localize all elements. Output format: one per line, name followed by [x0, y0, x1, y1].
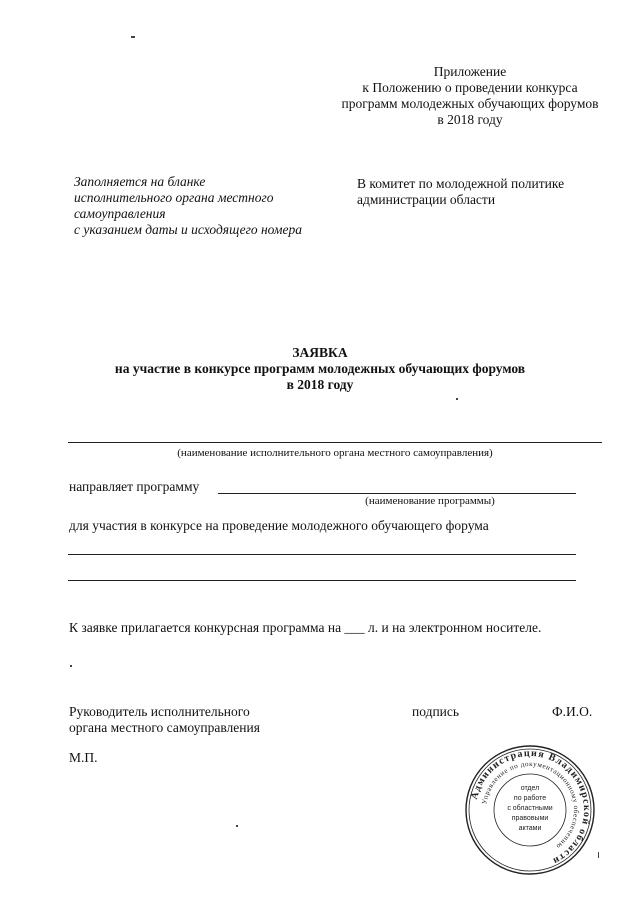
stray-mark	[236, 825, 238, 827]
stamp-center-line: с областными	[507, 805, 553, 812]
note-line: с указанием даты и исходящего номера	[74, 222, 303, 237]
appendix-line: к Положению о проведении конкурса	[362, 80, 578, 95]
signature-label: подпись	[412, 704, 460, 719]
letterhead-note	[74, 174, 302, 238]
note-line: Заполняется на бланке	[74, 174, 206, 189]
stray-mark	[456, 398, 458, 400]
stray-mark	[70, 665, 72, 667]
program-name-caption: (наименование программы)	[365, 495, 495, 507]
appendix-line: программ молодежных обучающих форумов	[341, 96, 599, 111]
participation-text: для участия в конкурсе на проведение молодежного обучающего форума	[69, 518, 489, 533]
stamp-center-line: актами	[518, 825, 542, 832]
program-name-line	[218, 493, 576, 494]
attachment-text: К заявке прилагается конкурсная программа на ___ л. и на электронном носителе.	[69, 620, 542, 635]
title-sub: на участие в конкурсе программ молодежных обучающих форумов	[114, 361, 526, 376]
blank-line	[68, 554, 576, 555]
stamp-outer-text: Администрация Владимирской области	[469, 747, 593, 867]
head-title	[69, 704, 260, 736]
stray-mark	[598, 852, 599, 858]
blank-line	[68, 580, 576, 581]
stamp-center-line: правовыми	[511, 815, 549, 822]
stamp-inner-text: Управление по документационному обеспечению	[480, 759, 581, 851]
appendix-line: Приложение	[433, 64, 507, 79]
note-line: самоуправления	[74, 206, 166, 221]
addressee-line: администрации области	[357, 192, 496, 207]
appendix-line: в 2018 году	[437, 112, 503, 127]
stamp-center-line: отдел	[520, 785, 540, 792]
stamp-center-line: по работе	[513, 795, 547, 802]
official-stamp	[462, 742, 598, 878]
title-main: ЗАЯВКА	[292, 345, 348, 360]
head-title-line: органа местного самоуправления	[69, 720, 260, 735]
head-title-line: Руководитель исполнительного	[69, 704, 250, 719]
title-sub: в 2018 году	[286, 377, 354, 392]
document-title	[0, 345, 640, 393]
org-name-line	[68, 442, 602, 443]
addressee-block	[357, 176, 564, 208]
addressee-line: В комитет по молодежной политике	[357, 176, 565, 191]
seal-place-label: М.П.	[69, 750, 98, 765]
org-name-caption: (наименование исполнительного органа местного самоуправления)	[177, 447, 493, 459]
sends-label: направляет программу	[69, 479, 200, 494]
appendix-block	[330, 64, 610, 128]
note-line: исполнительного органа местного	[74, 190, 274, 205]
full-name-label: Ф.И.О.	[552, 704, 593, 719]
stray-mark	[131, 36, 135, 38]
